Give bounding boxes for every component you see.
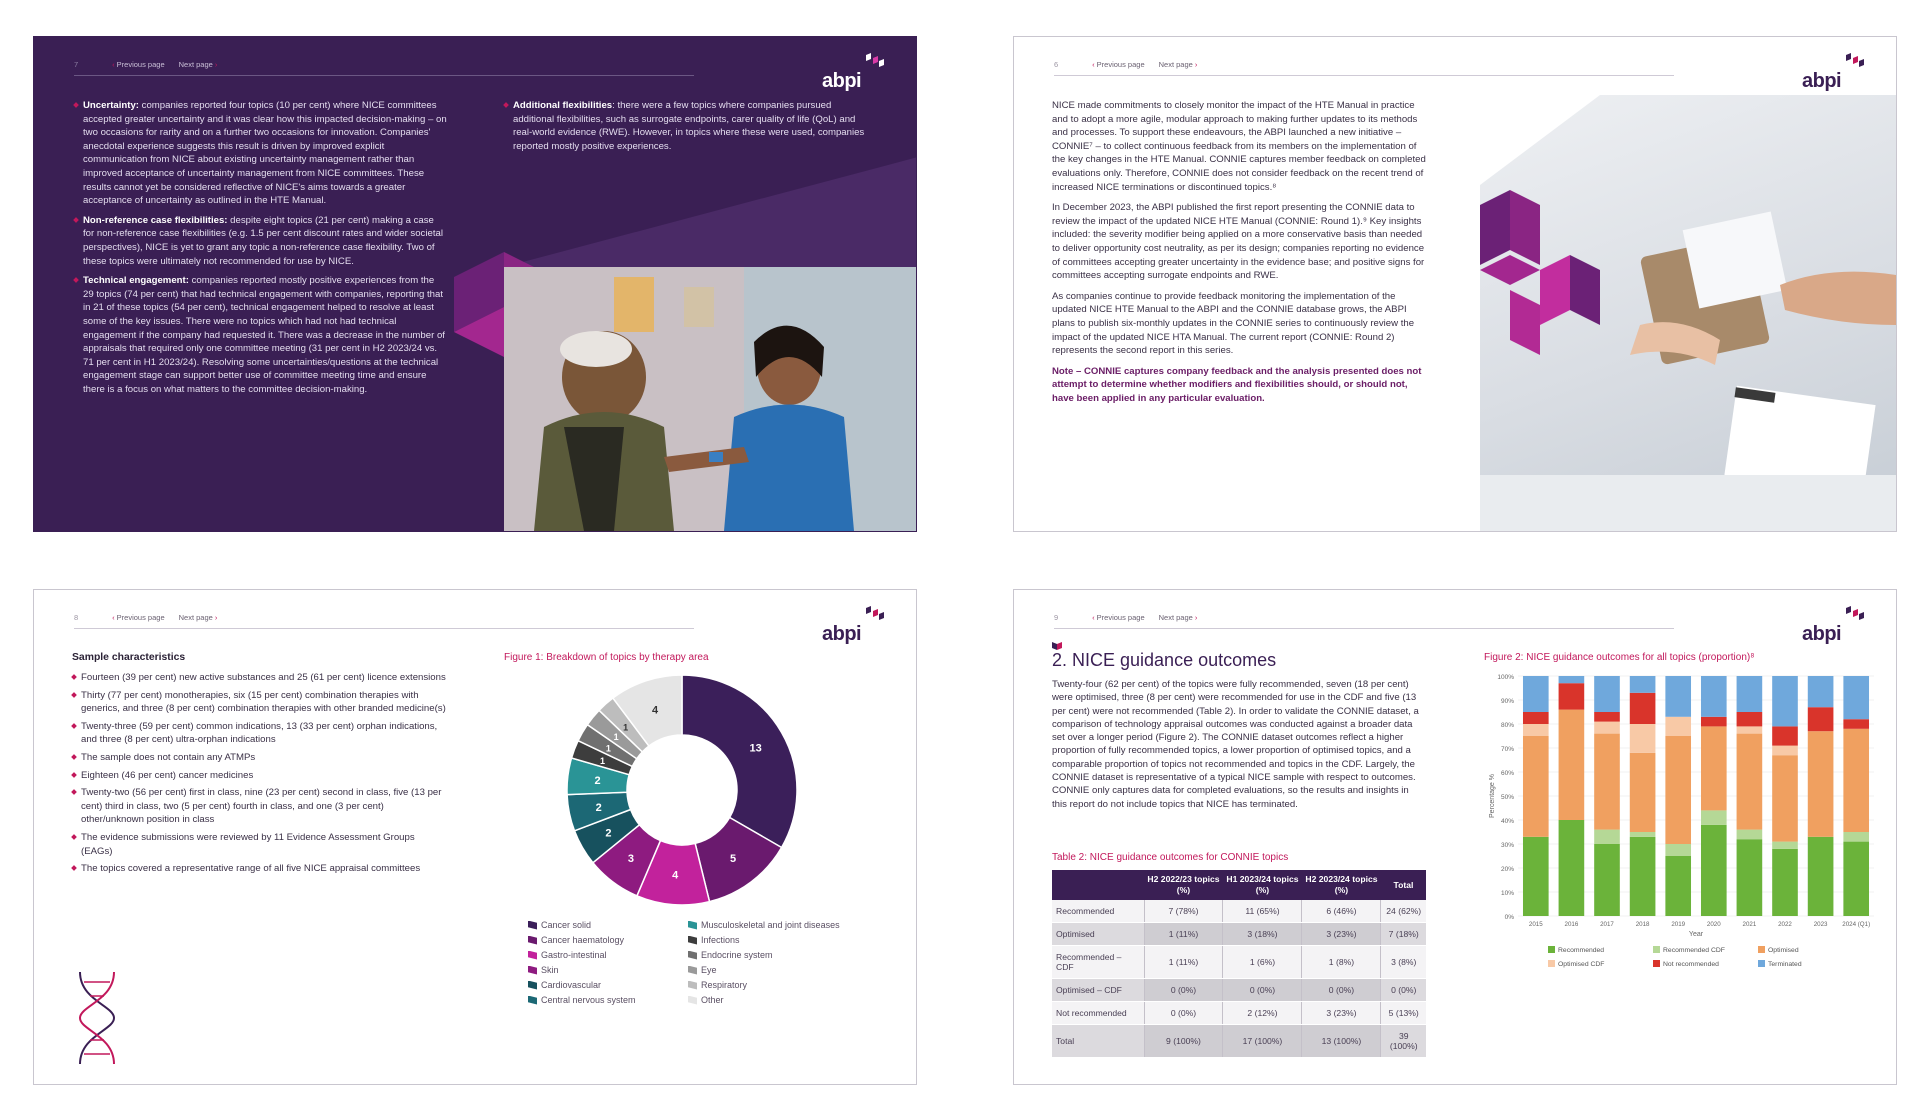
legend-label: Cardiovascular — [541, 980, 602, 990]
table-cell: 1 (8%) — [1302, 946, 1381, 979]
table-cell: 9 (100%) — [1144, 1025, 1223, 1058]
previous-page-link[interactable]: ‹ Previous page — [112, 60, 165, 69]
list-item: Technical engagement: companies reported mostly positive experiences from the 29 topics (74 per cent) that had technical engagement with companies, reporting that in 21 of these topics (54 per cent), technical engagement helped to resolve at least some of the key issues. There were no topics which had not had technical engagement if the company had requested it. There was a decrease in the number of appraisals that required only one committee meeting (31 per cent in H2 2023/24 vs. 71 per cent in H1 2023/24). Resolving some uncertainties/questions at the technical engagement stage can support better use of committee meeting time and ensure there is a focus on what matters to the committee decision-making. — [74, 274, 447, 396]
table-header — [1052, 870, 1144, 900]
photo-pharmacy-handover — [1480, 95, 1896, 531]
legend-swatch — [1653, 946, 1660, 953]
section-title: 2. NICE guidance outcomes — [1052, 650, 1277, 670]
y-tick-label: 40% — [1500, 818, 1514, 825]
bar-segment — [1772, 676, 1798, 726]
table-row — [1052, 946, 1426, 979]
donut-slice-label: 4 — [672, 869, 679, 882]
legend-label: Not recommended — [1663, 961, 1719, 968]
y-tick-label: 0% — [1504, 914, 1514, 921]
legend-swatch — [1758, 960, 1765, 967]
bar-segment — [1737, 712, 1763, 726]
table-cell: 2 (12%) — [1223, 1002, 1302, 1025]
legend-label: Recommended CDF — [1663, 947, 1725, 954]
bar-segment — [1701, 717, 1727, 727]
bar-segment — [1523, 736, 1549, 837]
bar-segment — [1843, 729, 1869, 832]
table-cell: 3 (18%) — [1223, 923, 1302, 946]
legend-swatch — [528, 921, 537, 930]
y-tick-label: 30% — [1500, 842, 1514, 849]
legend-swatch — [528, 966, 537, 975]
paragraph: NICE made commitments to closely monitor the impact of the HTE Manual in practice and to adopt a more agile, modular approach to making further updates to its methods and processes. To support these endeavours, the ABPI launched a new initiative – CONNIE⁷ – to collect continuous feedback from its members on the implementation of the key changes in the HTE Manual. CONNIE captures member feedback on completed evaluations only. Therefore, CONNIE does not consider feedback on the recent trend of increased NICE terminations or discontinued topics.⁸ — [1052, 100, 1426, 193]
x-tick-label: 2021 — [1742, 921, 1757, 928]
x-tick-label: 2024 (Q1) — [1842, 921, 1871, 928]
legend-swatch — [688, 966, 697, 975]
legend-swatch — [528, 981, 537, 990]
bar-segment — [1523, 837, 1549, 916]
legend-swatch — [688, 921, 697, 930]
legend-label: Skin — [541, 965, 559, 975]
list-item: Twenty-three (59 per cent) common indications, 13 (33 per cent) orphan indications, and three (8 per cent) ultra-orphan indications — [72, 720, 447, 747]
legend-label: Central nervous system — [541, 995, 636, 1005]
page-number: 6 — [1054, 60, 1059, 69]
bar-segment — [1630, 676, 1656, 693]
list-item: Fourteen (39 per cent) new active substances and 25 (61 per cent) licence extensions — [72, 671, 447, 685]
table-row — [1052, 923, 1426, 946]
legend-label: Infections — [701, 935, 740, 945]
table-row — [1052, 979, 1426, 1002]
bar-segment — [1523, 676, 1549, 712]
bar-segment — [1843, 832, 1869, 842]
x-tick-label: 2022 — [1778, 921, 1792, 928]
chevron-left-icon: ‹ — [112, 613, 115, 622]
table-header: H2 2023/24 topics (%) — [1302, 870, 1381, 900]
legend-item — [688, 995, 878, 1005]
bar-segment — [1559, 683, 1585, 709]
legend-label: Terminated — [1768, 961, 1802, 968]
legend-item — [528, 935, 688, 945]
legend-item — [688, 920, 878, 930]
page-number: 9 — [1054, 613, 1059, 622]
legend-label: Gastro-intestinal — [541, 950, 607, 960]
table-cell: 0 (0%) — [1302, 979, 1381, 1002]
donut-slice-label: 1 — [613, 732, 619, 743]
bar-segment — [1665, 844, 1691, 856]
legend-swatch — [1548, 960, 1555, 967]
legend-label: Cancer haematology — [541, 935, 625, 945]
bar-segment — [1843, 719, 1869, 729]
x-tick-label: 2023 — [1813, 921, 1828, 928]
table-cell: 13 (100%) — [1302, 1025, 1381, 1058]
bar-segment — [1808, 837, 1834, 916]
outcomes-table — [1052, 870, 1426, 1058]
chevron-right-icon: › — [214, 613, 218, 622]
y-tick-label: 90% — [1500, 698, 1514, 705]
x-tick-label: 2019 — [1671, 921, 1686, 928]
legend-swatch — [688, 996, 697, 1005]
page-number: 8 — [74, 613, 79, 622]
bar-segment — [1630, 693, 1656, 724]
donut-legend — [528, 920, 878, 1005]
bar-segment — [1808, 676, 1834, 707]
table-cell: 3 (23%) — [1302, 923, 1381, 946]
bar-segment — [1523, 724, 1549, 736]
logo-mark-icon — [1844, 53, 1866, 71]
sample-characteristics — [72, 652, 447, 880]
table-header: H1 2023/24 topics (%) — [1223, 870, 1302, 900]
header-divider — [74, 628, 694, 629]
bar-segment — [1737, 734, 1763, 830]
list-item: The sample does not contain any ATMPs — [72, 751, 447, 765]
bar-segment — [1772, 755, 1798, 841]
page-6 — [1013, 36, 1897, 532]
table-cell: 0 (0%) — [1144, 1002, 1223, 1025]
header-divider — [1054, 628, 1674, 629]
list-item: Additional flexibilities: there were a few topics where companies pursued additional flexibilities, such as surrogate endpoints, carer quality of life (QoL) and real-world evidence (RWE). However, in topics where these were used, companies reported mostly positive experiences. — [504, 99, 874, 153]
figure-1-title: Figure 1: Breakdown of topics by therapy area — [504, 652, 709, 663]
legend-label: Endocrine system — [701, 950, 773, 960]
y-tick-label: 80% — [1500, 722, 1514, 729]
page-navigation — [74, 613, 219, 622]
bar-segment — [1559, 676, 1585, 683]
bar-segment — [1630, 837, 1656, 916]
table-cell: Recommended – CDF — [1052, 946, 1144, 979]
legend-swatch — [528, 951, 537, 960]
legend-label: Musculoskeletal and joint diseases — [701, 920, 840, 930]
header-divider — [74, 75, 694, 76]
y-axis-label: Percentage % — [1489, 774, 1496, 818]
page-navigation — [1054, 613, 1199, 622]
table-header: Total — [1381, 870, 1426, 900]
table-cell: 0 (0%) — [1144, 979, 1223, 1002]
bar-segment — [1772, 849, 1798, 916]
table-cell: 3 (23%) — [1302, 1002, 1381, 1025]
page-navigation — [1054, 60, 1199, 69]
donut-slice — [682, 675, 797, 848]
x-tick-label: 2015 — [1528, 921, 1543, 928]
legend-label: Recommended — [1558, 947, 1605, 954]
bar-segment — [1523, 712, 1549, 724]
bar-segment — [1665, 717, 1691, 736]
bar-segment — [1701, 810, 1727, 824]
body-text — [1052, 99, 1427, 412]
table-header-row — [1052, 870, 1426, 900]
table-cell: Recommended — [1052, 900, 1144, 923]
legend-swatch — [528, 996, 537, 1005]
x-axis-label: Year — [1688, 931, 1704, 938]
table-row — [1052, 900, 1426, 923]
chevron-left-icon: ‹ — [1092, 613, 1095, 622]
next-page-link[interactable]: Next page › — [178, 60, 218, 69]
table-cell: 3 (8%) — [1381, 946, 1426, 979]
donut-slice-label: 2 — [594, 774, 601, 787]
bar-segment — [1665, 736, 1691, 844]
therapy-area-donut-chart — [562, 670, 802, 910]
paragraph: As companies continue to provide feedback monitoring the implementation of the updated NICE HTE Manual to the ABPI and the CONNIE database grows, the ABPI plans to publish six-monthly updates in the CONNIE series to continuously review the impact of the updated NICE HTA Manual. The current report (CONNIE: Round 2) represents the second report in this series. — [1052, 290, 1415, 357]
next-page-link[interactable]: Next page › — [1158, 613, 1198, 622]
page-7 — [33, 36, 917, 532]
page-8 — [33, 589, 917, 1085]
findings-list — [74, 99, 447, 402]
table-cell: 1 (11%) — [1144, 923, 1223, 946]
y-tick-label: 60% — [1500, 770, 1514, 777]
list-item: Thirty (77 per cent) monotherapies, six (15 per cent) combination therapies with generics, and three (8 per cent) combination therapies with other branded medicine(s) — [72, 689, 447, 716]
dna-icon — [72, 970, 122, 1066]
abpi-logo — [1802, 606, 1866, 646]
chevron-right-icon: › — [1194, 613, 1198, 622]
donut-slice-label: 1 — [623, 722, 629, 733]
bar-segment — [1594, 722, 1620, 734]
flexibilities-list — [504, 99, 874, 159]
page-9 — [1013, 589, 1897, 1085]
bar-segment — [1701, 676, 1727, 717]
legend-item — [528, 965, 688, 975]
bar-segment — [1665, 676, 1691, 717]
legend-swatch — [528, 936, 537, 945]
bar-segment — [1808, 731, 1834, 837]
legend-label: Optimised CDF — [1558, 961, 1605, 968]
legend-label: Cancer solid — [541, 920, 592, 930]
logo-wordmark: abpi — [822, 70, 862, 92]
list-item: Twenty-two (56 per cent) first in class, nine (23 per cent) second in class, five (13 per cent) third in class, two (5 per cent) fourth in class, and one (3 per cent) other/unknown position in class — [72, 786, 447, 827]
bar-segment — [1737, 676, 1763, 712]
chevron-right-icon: › — [214, 60, 218, 69]
logo-mark-icon — [864, 606, 886, 624]
logo-wordmark: abpi — [822, 623, 862, 645]
legend-swatch — [1548, 946, 1555, 953]
table-cell: 6 (46%) — [1302, 900, 1381, 923]
next-page-link[interactable]: Next page › — [178, 613, 218, 622]
chevron-left-icon: ‹ — [1092, 60, 1095, 69]
list-item: Non-reference case flexibilities: despite eight topics (21 per cent) making a case for non-reference case flexibilities (e.g. 1.5 per cent discount rates and wider societal perspectives), NICE is yet to grant any topic a non-reference case flexibility. Two of these topics were ultimately not recommended for use by NICE. — [74, 214, 447, 268]
legend-label: Eye — [701, 965, 717, 975]
bar-segment — [1559, 820, 1585, 916]
table-cell: 17 (100%) — [1223, 1025, 1302, 1058]
bar-segment — [1808, 707, 1834, 731]
legend-label: Optimised — [1768, 947, 1799, 954]
bar-segment — [1559, 710, 1585, 820]
sample-list — [72, 671, 447, 876]
bar-segment — [1737, 830, 1763, 840]
next-page-link[interactable]: Next page › — [1158, 60, 1198, 69]
x-tick-label: 2016 — [1564, 921, 1579, 928]
table-cell: 1 (6%) — [1223, 946, 1302, 979]
bar-segment — [1701, 726, 1727, 810]
table-cell: 39 (100%) — [1381, 1025, 1426, 1058]
bar-segment — [1630, 832, 1656, 837]
photo-illustration — [1480, 95, 1896, 531]
bar-segment — [1737, 839, 1763, 916]
paragraph: In December 2023, the ABPI published the first report presenting the CONNIE data to review the impact of the updated NICE HTE Manual (CONNIE: Round 1).⁹ Key insights included: the severity modifier being applied on a more conservative basis than needed to deliver opportunity cost neutrality, as per its design; companies reporting no evidence of committees accepting greater uncertainty in the evidence base; and positive signs for committees accepting surrogate endpoints and RWE. — [1052, 202, 1425, 282]
table-header: H2 2022/23 topics (%) — [1144, 870, 1223, 900]
bar-segment — [1772, 726, 1798, 745]
table-row — [1052, 1025, 1426, 1058]
table-cell: 24 (62%) — [1381, 900, 1426, 923]
legend-swatch — [1758, 946, 1765, 953]
chevron-right-icon: › — [1194, 60, 1198, 69]
y-tick-label: 50% — [1500, 794, 1514, 801]
table-cell: Total — [1052, 1025, 1144, 1058]
table-cell: Optimised – CDF — [1052, 979, 1144, 1002]
table-cell: 1 (11%) — [1144, 946, 1223, 979]
legend-label: Other — [701, 995, 724, 1005]
bar-segment — [1772, 746, 1798, 756]
photo-illustration — [504, 267, 916, 531]
logo-wordmark: abpi — [1802, 70, 1842, 92]
legend-item — [528, 950, 688, 960]
donut-slice-label: 5 — [730, 852, 737, 865]
table-cell: 5 (13%) — [1381, 1002, 1426, 1025]
y-tick-label: 70% — [1500, 746, 1514, 753]
table-cell: 7 (18%) — [1381, 923, 1426, 946]
donut-slice-label: 2 — [595, 802, 602, 815]
figure-2-title: Figure 2: NICE guidance outcomes for all topics (proportion)⁸ — [1484, 652, 1755, 663]
legend-item — [688, 950, 878, 960]
note-text: Note – CONNIE captures company feedback and the analysis presented does not attempt to determine whether modifiers and flexibilities should, or should not, have been applied in any particular evaluation. — [1052, 365, 1422, 404]
donut-slice-label: 2 — [605, 827, 612, 840]
table-cell: 0 (0%) — [1223, 979, 1302, 1002]
logo-mark-icon — [1844, 606, 1866, 624]
bar-segment — [1843, 842, 1869, 916]
bar-segment — [1737, 726, 1763, 733]
list-item: The evidence submissions were reviewed by 11 Evidence Assessment Groups (EAGs) — [72, 831, 447, 858]
legend-label: Respiratory — [701, 980, 748, 990]
page-number: 7 — [74, 60, 79, 69]
outcomes-stacked-bar-chart — [1484, 670, 1884, 1010]
previous-page-link[interactable]: ‹ Previous page — [112, 613, 165, 622]
legend-swatch — [688, 951, 697, 960]
bar-segment — [1594, 676, 1620, 712]
header-divider — [1054, 75, 1674, 76]
list-item: Uncertainty: companies reported four topics (10 per cent) where NICE committees accepted greater uncertainty and it was clear how this impacted decision-making – on two occasions for rarity and on a further two occasions for innovation. Companies' anecdotal experience suggests this result is driven by improved explicit communication from NICE about existing uncertainty management rather than improved acceptance of uncertainty management from NICE committees. These results cannot yet be considered reflective of NICE's aims towards a greater acceptance of uncertainty as outlined in the HTE Manual. — [74, 99, 447, 208]
abpi-logo — [822, 606, 886, 646]
table-cell: Optimised — [1052, 923, 1144, 946]
y-tick-label: 10% — [1500, 890, 1514, 897]
list-item: Eighteen (46 per cent) cancer medicines — [72, 769, 447, 783]
table-cell: 0 (0%) — [1381, 979, 1426, 1002]
logo-mark-icon — [864, 53, 886, 71]
y-tick-label: 20% — [1500, 866, 1514, 873]
x-tick-label: 2020 — [1706, 921, 1721, 928]
y-tick-label: 100% — [1497, 674, 1514, 681]
previous-page-link[interactable]: ‹ Previous page — [1092, 613, 1145, 622]
legend-item — [688, 935, 878, 945]
abpi-logo — [822, 53, 886, 93]
logo-wordmark: abpi — [1802, 623, 1842, 645]
legend-item — [528, 920, 688, 930]
donut-slice-label: 4 — [652, 704, 659, 717]
legend-swatch — [688, 981, 697, 990]
bar-segment — [1701, 825, 1727, 916]
table-cell: Not recommended — [1052, 1002, 1144, 1025]
section-heading: Sample characteristics — [72, 652, 186, 663]
chevron-left-icon: ‹ — [112, 60, 115, 69]
bar-segment — [1843, 676, 1869, 719]
bar-segment — [1594, 830, 1620, 844]
donut-slice-label: 1 — [605, 743, 611, 754]
table-cell: 11 (65%) — [1223, 900, 1302, 923]
bar-segment — [1630, 753, 1656, 832]
bar-segment — [1665, 856, 1691, 916]
bar-segment — [1594, 734, 1620, 830]
photo-doctor-patient — [504, 267, 916, 531]
bar-segment — [1594, 712, 1620, 722]
donut-slice-label: 13 — [749, 742, 762, 755]
legend-item — [688, 980, 878, 990]
page-navigation — [74, 60, 219, 69]
legend-item — [528, 980, 688, 990]
abpi-logo — [1802, 53, 1866, 93]
x-tick-label: 2017 — [1600, 921, 1614, 928]
previous-page-link[interactable]: ‹ Previous page — [1092, 60, 1145, 69]
bar-segment — [1594, 844, 1620, 916]
x-tick-label: 2018 — [1635, 921, 1650, 928]
legend-item — [688, 965, 878, 975]
legend-item — [528, 995, 688, 1005]
table-2-caption: Table 2: NICE guidance outcomes for CONNIE topics — [1052, 852, 1289, 863]
table-cell: 7 (78%) — [1144, 900, 1223, 923]
bar-segment — [1772, 842, 1798, 849]
donut-slice-label: 1 — [600, 755, 606, 766]
legend-swatch — [1653, 960, 1660, 967]
bar-segment — [1630, 724, 1656, 753]
list-item: The topics covered a representative range of all five NICE appraisal committees — [72, 862, 447, 876]
legend-swatch — [688, 936, 697, 945]
section-marker-icon — [1052, 642, 1062, 650]
table-row — [1052, 1002, 1426, 1025]
intro-paragraph: Twenty-four (62 per cent) of the topics were fully recommended, seven (18 per cent) were optimised, three (8 per cent) were recommended for use in the CDF and five (13 per cent) were not recommended (Table 2). In order to validate the CONNIE dataset, a comparison of technology appraisal outcomes was conducted against a broader data set over a longer period (Figure 2). The CONNIE dataset outcomes reflect a higher proportion of fully recommended topics, a lower proportion of optimised topics, and a comparable proportion of topics not recommended and topics in the CDF. Largely, the CONNIE dataset is representative of a typical NICE sample with respect to outcomes. CONNIE only captures data for completed evaluations, so the results and insights in this report do not include topics that NICE has terminated. — [1052, 679, 1419, 810]
donut-slice-label: 3 — [627, 852, 634, 865]
